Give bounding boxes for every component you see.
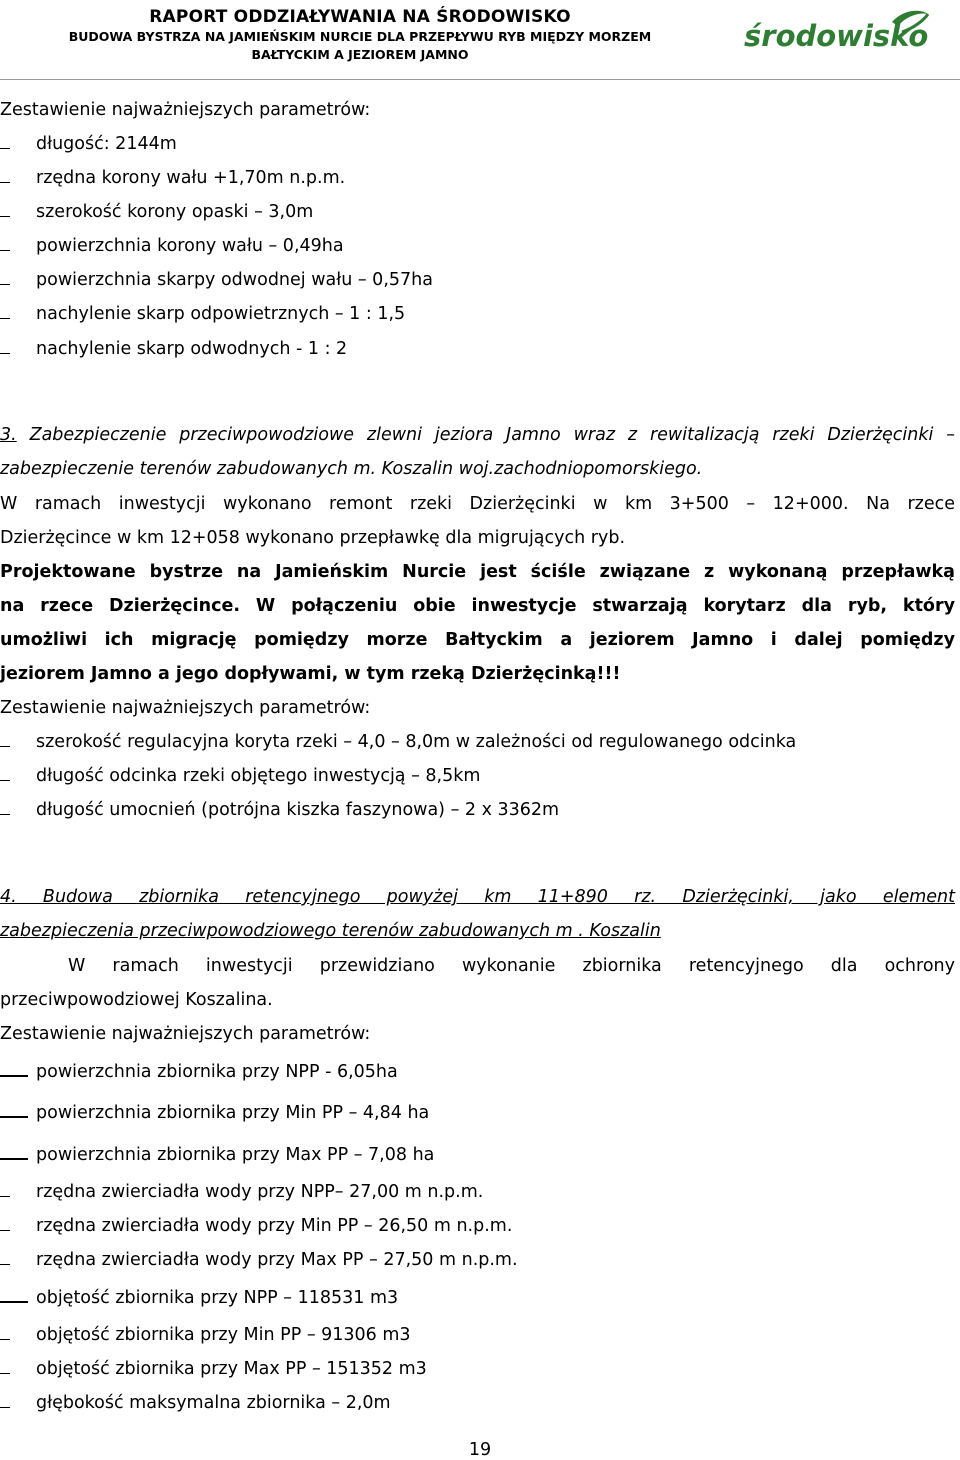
section3-list-item-text: szerokość regulacyjna koryta rzeki – 4,0 – 8,0m w zależności od regulowanego odcinka	[36, 732, 797, 752]
bullet-dash	[0, 1339, 10, 1340]
section3-heading: Zestawienie najważniejszych parametrów:	[0, 698, 371, 718]
section3-paragraph-line2: Dzierżęcince w km 12+058 wykonano przepławkę dla migrujących ryb.	[0, 528, 626, 548]
section4-list-item-text: objętość zbiornika przy Min PP – 91306 m3	[36, 1325, 411, 1345]
bullet-dash	[0, 814, 10, 815]
section3-bold-line1: Projektowane bystrze na Jamieńskim Nurcie jest ściśle związane z wykonaną przepławką	[0, 562, 955, 582]
section1-list-item-text: powierzchnia korony wału – 0,49ha	[36, 236, 344, 256]
logo-text: środowisko	[744, 19, 929, 53]
section3-list-item-text: długość umocnień (potrójna kiszka faszynowa) – 2 x 3362m	[36, 800, 560, 820]
section1-heading: Zestawienie najważniejszych parametrów:	[0, 100, 371, 120]
section1-list-item-text: szerokość korony opaski – 3,0m	[36, 202, 314, 222]
section1-list-item-text: nachylenie skarp odpowietrznych – 1 : 1,5	[36, 304, 406, 324]
bullet-dash	[0, 1075, 28, 1077]
section3-bold-line3: umożliwi ich migrację pomiędzy morze Bałtyckim a jeziorem Jamno i dalej pomiędzy	[0, 630, 955, 650]
bullet-dash	[0, 1373, 10, 1374]
section4-title-text: 4. Budowa zbiornika retencyjnego powyżej km 11+890 rz. Dzierżęcinki, jako element	[0, 887, 955, 907]
section1-list-item-text: długość: 2144m	[36, 134, 177, 154]
bullet-dash	[0, 1158, 28, 1160]
bullet-dash	[0, 250, 10, 251]
section3-title-line1	[0, 425, 955, 445]
bullet-dash	[0, 1264, 10, 1265]
section4-list-item-text: rzędna zwierciadła wody przy NPP– 27,00 m n.p.m.	[36, 1182, 484, 1202]
section3-title-text: Zabezpieczenie przeciwpowodziowe zlewni jeziora Jamno wraz z rewitalizacją rzeki Dzierżęcinki –	[29, 425, 955, 445]
header-divider	[0, 79, 960, 80]
section3-paragraph-line1: W ramach inwestycji wykonano remont rzeki Dzierżęcinki w km 3+500 – 12+000. Na rzece	[0, 494, 955, 514]
section4-list-item-text: powierzchnia zbiornika przy Min PP – 4,84 ha	[36, 1103, 430, 1123]
section4-list-item-text: objętość zbiornika przy Max PP – 151352 m3	[36, 1359, 427, 1379]
section4-list-item-text: rzędna zwierciadła wody przy Min PP – 26,50 m n.p.m.	[36, 1216, 513, 1236]
bullet-dash	[0, 284, 10, 285]
section4-list-item-text: rzędna zwierciadła wody przy Max PP – 27,50 m n.p.m.	[36, 1250, 518, 1270]
section3-list-item-text: długość odcinka rzeki objętego inwestycją – 8,5km	[36, 766, 481, 786]
section4-paragraph-line1: W ramach inwestycji przewidziano wykonanie zbiornika retencyjnego dla ochrony	[68, 956, 955, 976]
section1-list-item-text: rzędna korony wału +1,70m n.p.m.	[36, 168, 346, 188]
bullet-dash	[0, 148, 10, 149]
bullet-dash	[0, 1116, 28, 1118]
page-header	[0, 0, 960, 82]
section4-paragraph-line2: przeciwpowodziowej Koszalina.	[0, 990, 273, 1010]
section4-heading: Zestawienie najważniejszych parametrów:	[0, 1024, 371, 1044]
bullet-dash	[0, 318, 10, 319]
bullet-dash	[0, 353, 10, 354]
project-title-line1: BUDOWA BYSTRZA NA JAMIEŃSKIM NURCIE DLA PRZEPŁYWU RYB MIĘDZY MORZEM	[68, 29, 652, 44]
bullet-dash	[0, 182, 10, 183]
report-title: RAPORT ODDZIAŁYWANIA NA ŚRODOWISKO	[149, 7, 571, 27]
project-title-line2: BAŁTYCKIM A JEZIOREM JAMNO	[251, 47, 469, 62]
bullet-dash	[0, 216, 10, 217]
bullet-dash	[0, 746, 10, 747]
header-titles	[0, 6, 720, 64]
section3-bold-line2: na rzece Dzierżęcince. W połączeniu obie inwestycje stwarzają korytarz dla ryb, który	[0, 596, 955, 616]
section3-bold-line4: jeziorem Jamno a jego dopływami, w tym rzeką Dzierżęcinką!!!	[0, 664, 621, 684]
bullet-dash	[0, 1407, 10, 1408]
bullet-dash	[0, 1230, 10, 1231]
section4-list-item-text: powierzchnia zbiornika przy Max PP – 7,08 ha	[36, 1145, 435, 1165]
section1-list-item-text: nachylenie skarp odwodnych - 1 : 2	[36, 339, 348, 359]
srodowisko-logo	[742, 4, 932, 56]
bullet-dash	[0, 1301, 28, 1303]
section4-list-item-text: powierzchnia zbiornika przy NPP - 6,05ha	[36, 1062, 398, 1082]
bullet-dash	[0, 780, 10, 781]
section4-title-line1	[0, 887, 955, 907]
page-number: 19	[468, 1440, 492, 1460]
section3-number: 3.	[0, 425, 17, 445]
bullet-dash	[0, 1196, 10, 1197]
section4-list-item-text: objętość zbiornika przy NPP – 118531 m3	[36, 1288, 399, 1308]
section3-title-line2: zabezpieczenie terenów zabudowanych m. Koszalin woj.zachodniopomorskiego.	[0, 459, 703, 479]
section1-list-item-text: powierzchnia skarpy odwodnej wału – 0,57ha	[36, 270, 433, 290]
section4-title-line2: zabezpieczenia przeciwpowodziowego terenów zabudowanych m . Koszalin	[0, 921, 661, 941]
section4-list-item-text: głębokość maksymalna zbiornika – 2,0m	[36, 1393, 391, 1413]
